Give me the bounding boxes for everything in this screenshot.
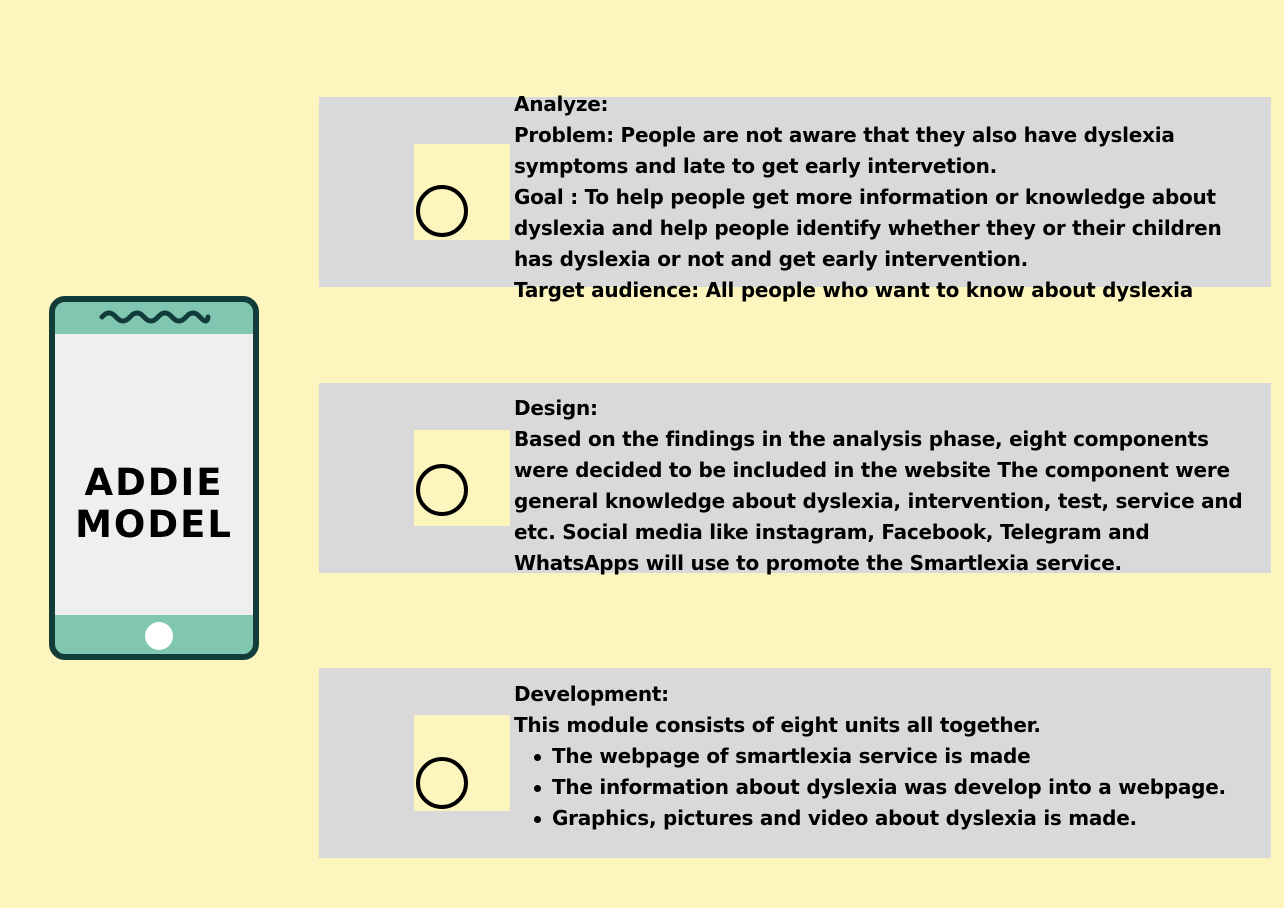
circle-icon xyxy=(416,757,468,809)
design-line: general knowledge about dyslexia, intervention, test, service and xyxy=(514,489,1243,513)
development-bullet: Graphics, pictures and video about dyslexia is made. xyxy=(514,803,1279,834)
phone-title-line: MODEL xyxy=(75,503,233,546)
development-bullet: The information about dyslexia was develop into a webpage. xyxy=(514,772,1279,803)
design-line: were decided to be included in the website The component were xyxy=(514,458,1230,482)
circle-icon xyxy=(416,464,468,516)
circle-icon xyxy=(416,185,468,237)
analyze-line: Goal : To help people get more information or knowledge about xyxy=(514,185,1216,209)
analyze-line: has dyslexia or not and get early intervention. xyxy=(514,247,1028,271)
analyze-line: Problem: People are not aware that they also have dyslexia xyxy=(514,123,1175,147)
phone-illustration xyxy=(49,296,259,660)
design-line: etc. Social media like instagram, Facebook, Telegram and xyxy=(514,520,1150,544)
phone-speaker-icon xyxy=(99,310,211,324)
design-line: Based on the findings in the analysis phase, eight components xyxy=(514,427,1209,451)
analyze-line: dyslexia and help people identify whether they or their children xyxy=(514,216,1222,240)
development-line: This module consists of eight units all together. xyxy=(514,713,1041,737)
analyze-line: Target audience: All people who want to know about dyslexia xyxy=(514,278,1194,302)
phone-title-line: ADDIE xyxy=(84,461,224,504)
design-heading: Design: xyxy=(514,396,598,420)
phone-title xyxy=(55,462,253,546)
design-line: WhatsApps will use to promote the Smartlexia service. xyxy=(514,551,1122,575)
development-bullet: The webpage of smartlexia service is made xyxy=(514,741,1279,772)
analyze-text xyxy=(514,89,1279,306)
development-text xyxy=(514,679,1279,834)
development-heading: Development: xyxy=(514,682,669,706)
phone-screen xyxy=(55,334,253,615)
phone-home-button xyxy=(145,622,173,650)
design-text xyxy=(514,393,1279,579)
analyze-heading: Analyze: xyxy=(514,92,609,116)
analyze-line: symptoms and late to get early intervetion. xyxy=(514,154,997,178)
